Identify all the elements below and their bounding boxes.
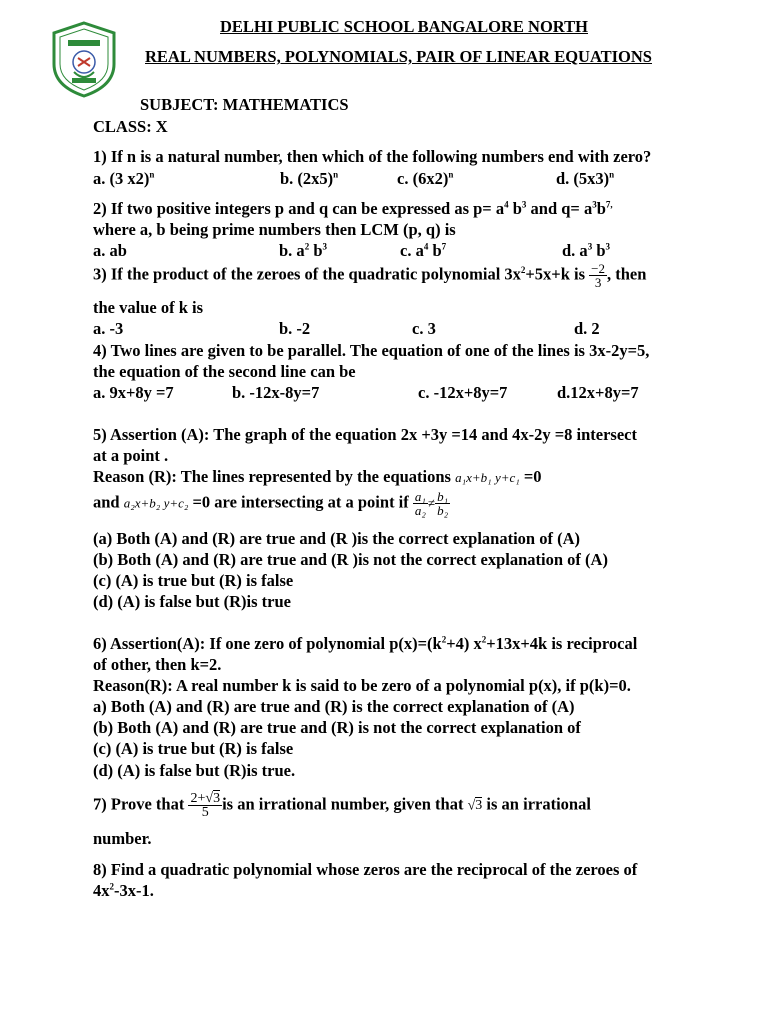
q5-reason: Reason (R): The lines represented by the equations a₁x+b₁ y+c₁ =0: [93, 467, 542, 486]
school-logo-icon: [48, 20, 120, 98]
q5-option-c: (c) (A) is true but (R) is false: [93, 571, 294, 590]
class-label: CLASS: X: [93, 117, 168, 136]
q2-option-a: a. ab: [93, 241, 127, 260]
q6-option-c: (c) (A) is true but (R) is false: [93, 739, 294, 758]
q2-line2: where a, b being prime numbers then LCM (p, q) is: [93, 220, 456, 239]
q2-option-b: b. $a^2$ $b^3$: [279, 241, 327, 260]
q1-text: 1) If n is a natural number, then which of the following numbers end with zero?: [93, 147, 652, 166]
q3-option-a: a. -3: [93, 319, 124, 338]
q5-line2: at a point .: [93, 446, 169, 465]
q5-option-d: (d) (A) is false but (R)is true: [93, 592, 291, 611]
q3-line2: the value of k is: [93, 298, 204, 317]
q2-option-c: c. $a^4$ $b^7$: [400, 241, 447, 260]
q1-option-a: a. (3 x2)$^n$: [93, 169, 155, 188]
q3-option-b: b. -2: [279, 319, 311, 338]
q1-option-c: c. $(6x2)^n$: [397, 169, 454, 188]
q5-option-a: (a) Both (A) and (R) are true and (R )is the correct explanation of (A): [93, 529, 580, 548]
q8-line2: $4x^2-3x-1$.: [93, 881, 154, 900]
q5-equation-1: a₁x+b₁ y+c₁: [455, 470, 520, 485]
q4-option-a: a. 9x+8y =7: [93, 383, 174, 402]
q6-option-b: (b) Both (A) and (R) are true and (R) is not the correct explanation of: [93, 718, 581, 737]
q6-option-a: a) Both (A) and (R) are true and (R) is the correct explanation of (A): [93, 697, 575, 716]
subject-label: SUBJECT: MATHEMATICS: [140, 95, 349, 114]
q3-option-d: d. 2: [574, 319, 600, 338]
q2-option-d: d. $a^3$ $b^3$: [562, 241, 610, 260]
q6-line2: of other, then k=2.: [93, 655, 222, 674]
q5-option-b: (b) Both (A) and (R) are true and (R )is not the correct explanation of (A): [93, 550, 608, 569]
q1-option-b: b. $(2x5)^n$: [280, 169, 339, 188]
q5-fraction-b: $\frac{\text{b₁}}{\text{b₂}}$: [437, 489, 449, 518]
q8-line1: 8) Find a quadratic polynomial whose zeros are the reciprocal of the zeroes of: [93, 860, 638, 879]
q4-option-d: d.12x+8y=7: [557, 383, 639, 402]
school-name: DELHI PUBLIC SCHOOL BANGALORE NORTH: [220, 17, 588, 36]
q7-fraction: $\frac{2+√3}{5}$: [190, 791, 221, 820]
q7-line2: number.: [93, 829, 152, 848]
q5-reason-cont: and a₂x+b₂ y+c₂ =0 are intersecting at a point if $\frac{\text{a₁}}{\text{a₂}}$ ≠ $\frac{\text{b₁}}{\text{b₂}}$: [93, 489, 449, 518]
q5-fraction-a: $\frac{\text{a₁}}{\text{a₂}}$: [414, 489, 426, 518]
q3-fraction: $\frac{-2}{3}$: [591, 261, 605, 290]
q4-option-b: b. -12x-8y=7: [232, 383, 320, 402]
q6-reason: Reason(R): A real number k is said to be zero of a polynomial p(x), if p(k)=0.: [93, 676, 631, 695]
q5-line1: 5) Assertion (A): The graph of the equation 2x +3y =14 and 4x-2y =8 intersect: [93, 425, 637, 444]
q7-sqrt3: √3: [467, 798, 483, 814]
q6-option-d: (d) (A) is false but (R)is true.: [93, 761, 296, 780]
q3-option-c: c. 3: [412, 319, 436, 338]
q7-line1: 7) Prove that $\frac{2+√3}{5}$ is an irrational number, given that √3 is an irrational: [93, 791, 591, 820]
q4-line1: 4) Two lines are given to be parallel. The equation of one of the lines is 3x-2y=5,: [93, 341, 650, 360]
q5-equation-2: a₂x+b₂ y+c₂: [123, 495, 189, 511]
topics-title: REAL NUMBERS, POLYNOMIALS, PAIR OF LINEAR EQUATIONS: [145, 47, 652, 66]
q4-option-c: c. -12x+8y=7: [418, 383, 508, 402]
q2-line1: 2) If two positive integers p and q can be expressed as $p= a^4$ $b^3$ and $q= a^3b^{7,}$: [93, 199, 613, 218]
q4-line2: the equation of the second line can be: [93, 362, 356, 381]
q3-line1: 3) If the product of the zeroes of the quadratic polynomial $3x^2+5x+k$ is $\frac{-2}{3}$ , then: [93, 261, 647, 290]
q6-line1: 6) Assertion(A): If one zero of polynomial $p(x)=(k^2+4)$ $x^2+13x+4k$ is reciprocal: [93, 634, 638, 653]
q1-option-d: d. $(5x3)^n$: [556, 169, 615, 188]
